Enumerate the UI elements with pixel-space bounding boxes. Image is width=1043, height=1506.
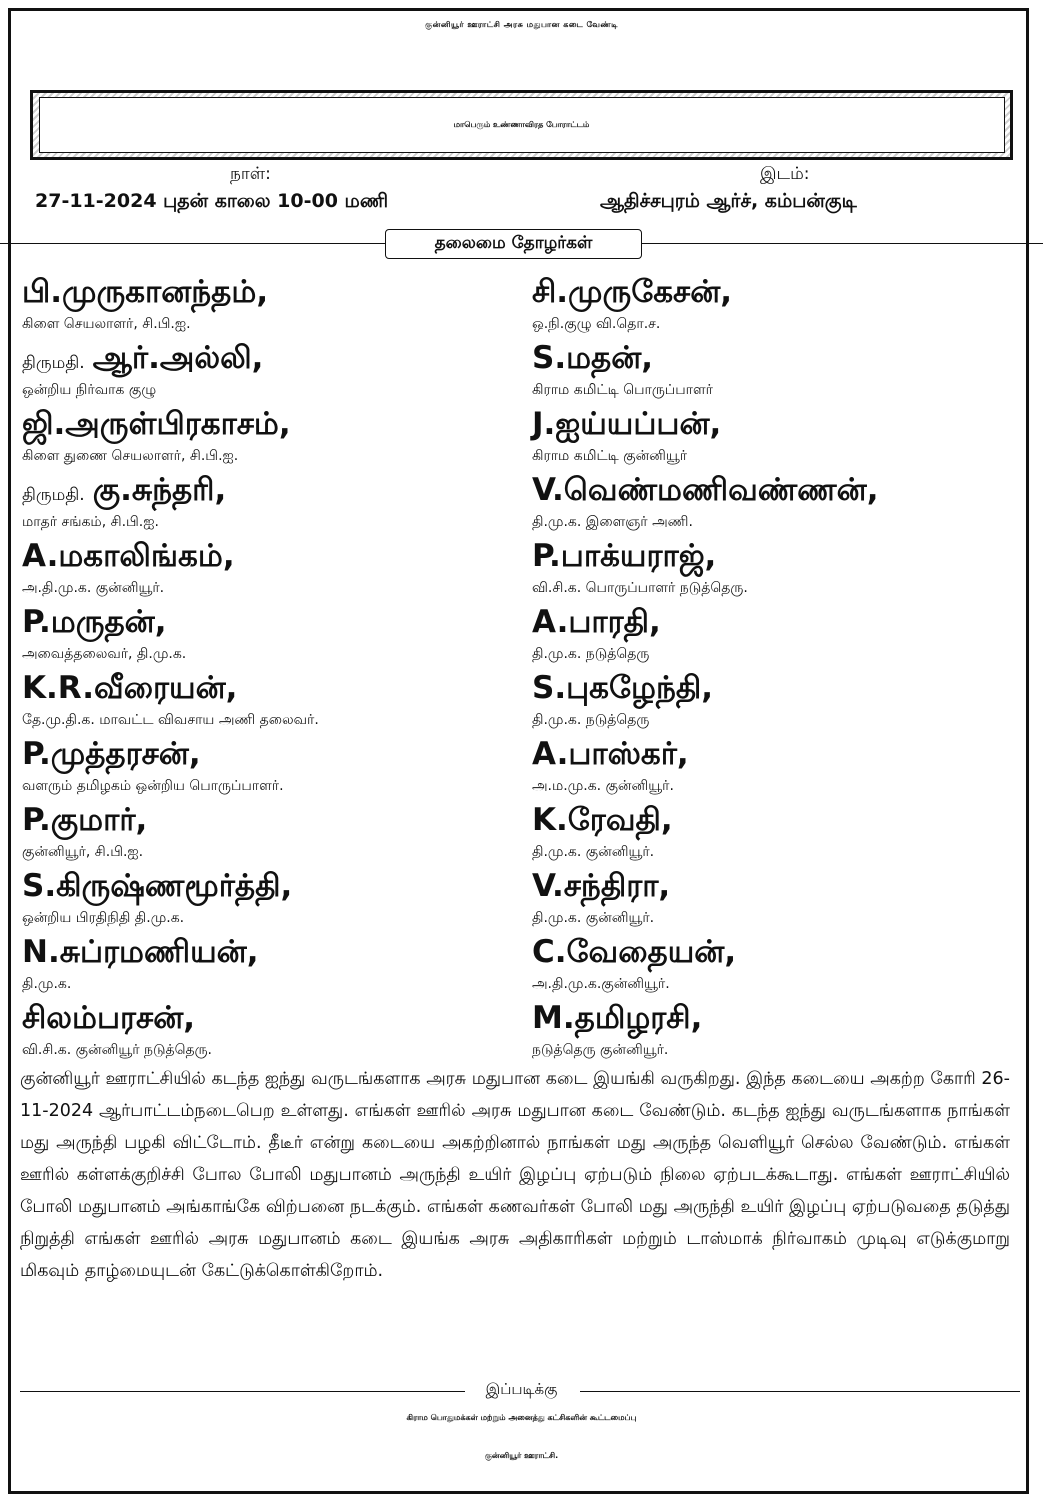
leader-name: ஜி.அருள்பிரகாசம், [22,406,291,442]
leader-role: மாதர் சங்கம், சி.பி.ஐ. [22,514,159,530]
appeal-paragraph: குன்னியூர் ஊராட்சியில் கடந்த ஐந்து வருடங்களாக அரசு மதுபான கடை இயங்கி வருகிறது. இந்த கடையை அகற்ற கோரி 26-11-2024 ஆர்பாட்டம்நடைபெற உள்ளது. எங்கள் ஊரில் அரசு மதுபான கடை வேண்டும். கடந்த ஐந்து வருடங்களாக நாங்கள் மது அருந்தி பழகி விட்டோம். தீடீர் என்று கடையை அகற்றினால் நாங்கள் மது அருந்த வெளியூர் செல்ல வேண்டும். எங்கள் ஊரில் கள்ளக்குறிச்சி போல போலி மதுபானம் அருந்தி உயிர் இழப்பு ஏற்படும் நிலை ஏற்படக்கூடாது. எங்கள் ஊராட்சியில் போலி மதுபானம் அங்காங்கே விற்பனை நடக்கும். எங்கள் கணவர்கள் போலி மது அருந்தி உயிர் இழப்பு ஏற்படுவதை தடுத்து நிறுத்தி எங்கள் ஊரில் அரசு மதுபானம் கடை இயங்க அரசு அதிகாரிகள் மற்றும் டாஸ்மாக் நிர்வாகம் முடிவு எடுக்குமாறு மிகவும் தாழ்மையுடன் கேட்டுக்கொள்கிறோம். [20,1069,1010,1281]
leader-entry-left [22,602,512,668]
leader-role: தி.மு.க. நடுத்தெரு [532,712,650,728]
leader-role: ஒ.நி.குழு வி.தொ.ச. [532,316,661,332]
leader-name: J.ஐய்யப்பன், [532,406,722,442]
leader-entry-left [22,338,512,404]
leader-name: P.முத்தரசன், [22,736,201,772]
leader-name-line [532,734,689,774]
banner-title: மாபெரும் உண்ணாவிரத போராட்டம் [39,97,1005,153]
leader-name: A.மகாலிங்கம், [22,538,235,574]
leader-name-line [22,800,147,840]
leader-role: தி.மு.க. குன்னியூர். [532,844,655,860]
divider-right [642,243,1043,244]
leader-entry-right [532,470,1022,536]
leader-name: P.பாக்யராஜ், [532,538,717,574]
leader-role: ஒன்றிய பிரதிநிதி தி.மு.க. [22,910,185,926]
signature-label: இப்படிக்கு [485,1380,558,1398]
leader-role: வளரும் தமிழகம் ஒன்றிய பொருப்பாளர். [22,778,284,794]
leader-name: கு.சுந்தரி, [92,472,227,508]
leader-role: கிளை துணை செயலாளர், சி.பி.ஐ. [22,448,239,464]
leader-entry-left [22,998,512,1064]
leader-name: S.புகழேந்தி, [532,670,714,706]
leader-name: பி.முருகானந்தம், [22,274,269,310]
leader-role: தே.மு.தி.க. மாவட்ட விவசாய அணி தலைவர். [22,712,319,728]
leader-name-line [22,998,195,1038]
leader-entry-right [532,404,1022,470]
leader-entry-left [22,272,512,338]
leader-name: C.வேதையன், [532,934,737,970]
leader-name-line [532,668,713,708]
leader-name-line [532,404,721,444]
date-value: 27-11-2024 புதன் காலை 10-00 மணி [35,190,389,212]
leader-entry-left [22,932,512,998]
leaders-right-column [532,272,1022,1064]
leader-entry-left [22,866,512,932]
leader-name: A.பாஸ்கர், [532,736,689,772]
leader-entry-left [22,404,512,470]
leader-entry-right [532,998,1022,1064]
leader-entry-right [532,602,1022,668]
headline: குன்னியூர் ஊராட்சி அரசு மதுபான கடை வேண்டி [425,20,618,29]
leader-name-line [22,536,235,576]
leader-name-line [22,470,226,515]
leader-name: V.வெண்மணிவண்ணன், [532,472,879,508]
leader-role: குன்னியூர், சி.பி.ஐ. [22,844,144,860]
leader-role: அவைத்தலைவர், தி.மு.க. [22,646,187,662]
leaders-heading: தலைமை தோழர்கள் [385,229,642,259]
leader-entry-left [22,470,512,536]
leader-role: கிராம கமிட்டி பொருப்பாளர் [532,382,713,398]
leader-name: P.குமார், [22,802,148,838]
leader-name-line [532,272,732,312]
leader-role: வி.சி.க. குன்னியூர் நடுத்தெரு. [22,1042,213,1058]
leader-name: N.சுப்ரமணியன், [22,934,259,970]
signature-line-2: குன்னியூர் ஊராட்சி. [484,1451,559,1460]
leader-entry-right [532,800,1022,866]
banner [30,90,1013,160]
leader-entry-left [22,668,512,734]
leader-name: S.கிருஷ்ணமூர்த்தி, [22,868,293,904]
leader-role: அ.தி.மு.க. குன்னியூர். [22,580,165,596]
leader-name: சிலம்பரசன், [22,1000,196,1036]
signature-line-1: கிராம பொதுமக்கள் மற்றும் அனைத்து கட்சிகளின் கூட்டமைப்பு [406,1413,637,1422]
leader-name: V.சந்திரா, [532,868,671,904]
leader-name-line [22,668,237,708]
leader-name: P.மருதன், [22,604,167,640]
leader-name-line [532,866,670,906]
leader-role: நடுத்தெரு குன்னியூர். [532,1042,669,1058]
leader-role: தி.மு.க. [22,976,72,992]
leader-name-line [22,734,201,774]
leader-name: S.மதன், [532,340,654,376]
leader-name-line [532,338,653,378]
leader-name: A.பாரதி, [532,604,661,640]
leader-role: தி.மு.க. இளைஞர் அணி. [532,514,693,530]
leader-name-line [532,998,702,1038]
leader-entry-left [22,734,512,800]
leader-role: தி.மு.க. நடுத்தெரு [532,646,650,662]
date-label: நாள்: [230,164,271,184]
leader-entry-right [532,536,1022,602]
leader-entry-right [532,866,1022,932]
leader-entry-right [532,734,1022,800]
leader-prefix: திருமதி. [22,353,85,373]
divider-left [0,243,385,244]
leader-role: அ.ம.மு.க. குன்னியூர். [532,778,674,794]
leader-role: வி.சி.க. பொருப்பாளர் நடுத்தெரு. [532,580,748,596]
leader-name-line [22,866,292,906]
leader-name: M.தமிழரசி, [532,1000,703,1036]
leader-name-line [532,470,878,510]
leader-name: ஆர்.அல்லி, [92,340,264,376]
leader-name-line [532,602,661,642]
leader-name-line [532,800,673,840]
leader-role: அ.தி.மு.க.குன்னியூர். [532,976,670,992]
leader-name-line [22,272,268,312]
leader-entry-right [532,272,1022,338]
leader-entry-left [22,800,512,866]
leader-role: கிளை செயலாளர், சி.பி.ஐ. [22,316,191,332]
leaders-left-column [22,272,512,1064]
leader-name-line [532,536,716,576]
leader-role: ஒன்றிய நிர்வாக குழு [22,382,157,398]
venue-value: ஆதிச்சபுரம் ஆர்ச், கம்பன்குடி [600,190,857,212]
leader-prefix: திருமதி. [22,485,85,505]
leader-entry-right [532,338,1022,404]
leader-name-line [22,404,291,444]
leader-name: சி.முருகேசன், [532,274,733,310]
leader-name-line [532,932,736,972]
leader-entry-left [22,536,512,602]
leader-role: தி.மு.க. குன்னியூர். [532,910,655,926]
leader-entry-right [532,668,1022,734]
leader-name-line [22,602,167,642]
leader-name: K.ரேவதி, [532,802,673,838]
leader-name-line [22,338,263,383]
leader-entry-right [532,932,1022,998]
leader-name: K.R.வீரையன், [22,670,238,706]
leader-name-line [22,932,259,972]
leader-role: கிராம கமிட்டி குன்னியூர் [532,448,688,464]
venue-label: இடம்: [760,164,810,184]
